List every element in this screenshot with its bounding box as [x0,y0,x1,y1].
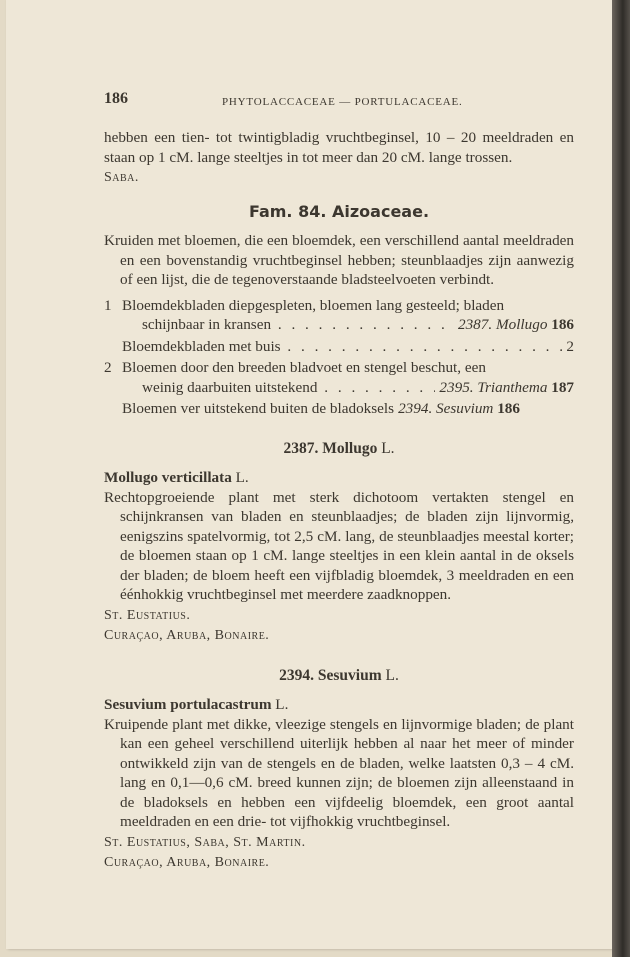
locality-sesuvium-2: Curaçao, Aruba, Bonaire. [104,855,270,870]
key-ref: 2 [566,337,574,355]
key-number: 2 [104,359,112,376]
key-line: Bloemen door den breeden bladvoet en stengel beschut, een [122,359,486,376]
genus-heading-mollugo: 2387. Mollugo L. [283,439,395,457]
key-lead: Bloemdekbladen met buis . . . [122,337,562,357]
locality-sesuvium-1: St. Eustatius, Saba, St. Martin. [104,834,306,850]
key-ref: 2395. Trianthema 187 [439,378,574,396]
key-lead: weinig daarbuiten uitstekend . . . [142,378,435,398]
species-description-sesuvium: Kruipende plant met dikke, vleezige stengels en lijnvormige bladen; de plant kan een geheel verschillend uiterlijk hebben al naar het meer of minder ontwikkeld zijn van de stengels en de bladen, welke laatsten 0,3 – 4 cM. lang en 0,1—0,6 cM. breed kunnen zijn; de bloemen zijn alleenstaand in de bladoksels en hebben een vijfdeelig bloemdek, een groot aantal meeldraden en een drie- tot vijfhokkig vruchtbeginsel. [104,715,574,830]
locality-mollugo-1: St. Eustatius. [104,607,191,623]
key-line [122,315,574,335]
species-name-sesuvium: Sesuvium portulacastrum L. [104,696,289,713]
family-description: Kruiden met bloemen, die een bloemdek, een verschillend aantal meeldraden en een bovenstandig vruchtbeginsel hebben; steunblaadjes zijn aanwezig of een lijst, die de tegenoverstaande bladsteelvoeten verbindt. [104,232,574,288]
key-line: Bloemdekbladen diepgespleten, bloemen lang gesteeld; bladen [122,296,505,314]
key-lead: Bloemen ver uitstekend buiten de bladoksels [122,400,395,417]
running-title: PHYTOLACCACEAE — PORTULACACEAE. [222,96,463,108]
key-entry-1 [104,296,574,335]
genus-heading-sesuvium: 2394. Sesuvium L. [279,666,399,684]
family-title: Fam. 84. Aizoaceae. [248,201,430,221]
page-header [104,88,574,118]
locality-mollugo-2: Curaçao, Aruba, Bonaire. [104,628,270,643]
page-body [104,128,574,873]
key-line [122,399,574,419]
key-entry-2 [104,358,574,397]
species-name-mollugo: Mollugo verticillata L. [104,469,249,486]
book-spine [612,0,630,957]
species-description-mollugo: Rechtopgroeiende plant met sterk dichotoom vertakten stengel en schijnkransen van bladen en steunblaadjes; de bladen zijn lijnvormig, eenigszins spatelvormig, tot 2,5 cM. lang, de steunblaadjes meestal korter; de bloemen staan op 1 cM. lange steeltjes in een klein aantal in de oksels der bladen; de bloem heeft een vijfbladig bloemdek, 3 meeldraden en een éénhokkig vruchtbeginsel met meerdere zaadknoppen. [104,488,574,603]
key-line [122,378,574,398]
key-entry-1b [104,337,574,357]
key-line [122,337,574,357]
key-ref: 2387. Mollugo 186 [457,316,574,333]
key-number: 1 [104,296,112,314]
key-ref: 2394. Sesuvium 186 [398,400,520,417]
intro-paragraph: hebben een tien- tot twintigbladig vruchtbeginsel, 10 – 20 meeldraden en staan op 1 cM. lange steeltjes in tot meer dan 20 cM. lange trossen. [104,129,574,166]
key-entry-2b [104,399,574,419]
intro-locality: Saba. [104,170,139,185]
page-number: 186 [104,90,128,107]
key-lead: schijnbaar in kransen . . . [142,315,454,335]
